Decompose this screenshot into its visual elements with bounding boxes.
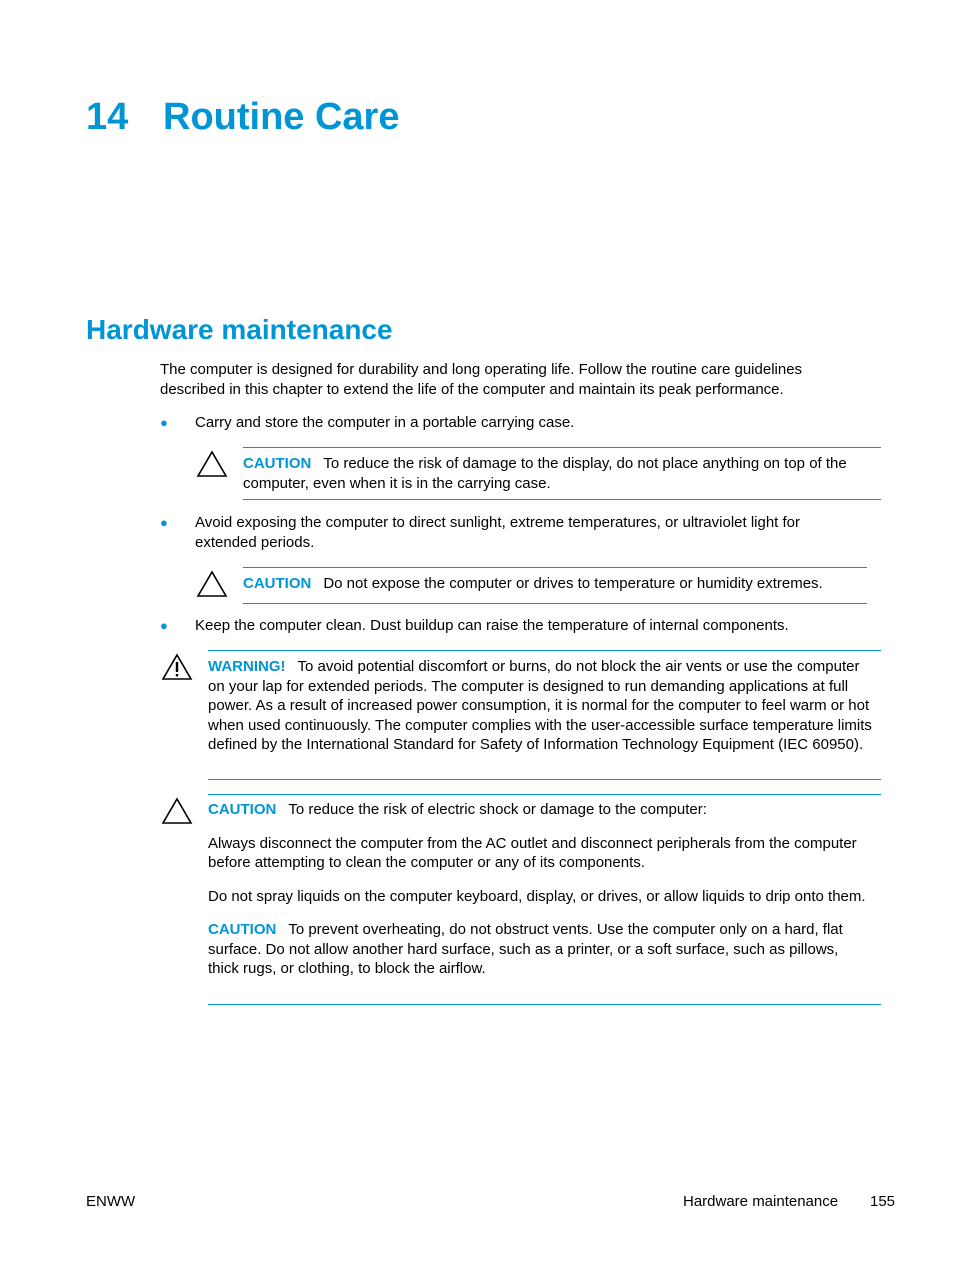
caution-note	[243, 567, 867, 604]
footer-section: Hardware maintenance	[683, 1193, 839, 1210]
page-number: 155	[870, 1193, 896, 1210]
list-item	[160, 513, 860, 553]
warning-note-body	[208, 651, 873, 755]
caution-note-body	[208, 795, 881, 820]
chapter-heading	[86, 94, 399, 140]
caution-text: To reduce the risk of damage to the display, do not place anything on top of the computer, even when it is in the carrying case.	[243, 455, 847, 492]
caution-label: CAUTION	[208, 921, 277, 938]
warning-text: To avoid potential discomfort or burns, do not block the air vents or use the computer on your lap for extended periods. The computer is designed to run demanding applications at full power. As a result of increased power consumption, it is normal for the computer to feel warm or hot when used continuously. The computer complies with the user-accessible surface temperature limits defined by the International Standard for Safety of Information Technology Equipment (IEC 60950).	[208, 658, 872, 753]
section-title: Hardware maintenance	[86, 314, 393, 345]
chapter-number: 14	[86, 96, 129, 138]
intro-paragraph: The computer is designed for durability and long operating life. Follow the routine care guidelines described in this chapter to extend the life of the computer and maintain its peak performance.	[160, 361, 803, 398]
list-item-text: Carry and store the computer in a portable carrying case.	[195, 414, 575, 431]
caution-label: CAUTION	[208, 801, 277, 818]
caution-note	[208, 794, 881, 1005]
caution-text: To reduce the risk of electric shock or damage to the computer:	[288, 801, 707, 818]
caution-text: To prevent overheating, do not obstruct vents. Use the computer only on a hard, flat surface. Do not allow another hard surface, such as a printer, or a soft surface, such as pillows, thick rugs, or clothing, to block the airflow.	[208, 921, 843, 977]
caution-paragraph: Do not spray liquids on the computer keyboard, display, or drives, or allow liquids to drip onto them.	[208, 887, 866, 905]
caution-label: CAUTION	[243, 455, 312, 472]
caution-note-body	[243, 448, 881, 493]
warning-triangle-icon	[161, 653, 193, 681]
caution-text: Do not expose the computer or drives to temperature or humidity extremes.	[323, 575, 823, 592]
caution-note-body	[243, 568, 867, 594]
caution-note	[243, 447, 881, 500]
bullet-dot: ●	[160, 515, 168, 530]
bullet-dot: ●	[160, 618, 168, 633]
list-item	[160, 413, 860, 433]
list-item-text: Avoid exposing the computer to direct sunlight, extreme temperatures, or ultraviolet light for extended periods.	[195, 514, 801, 551]
footer-left: ENWW	[86, 1193, 136, 1210]
list-item	[160, 616, 860, 636]
chapter-title: Routine Care	[163, 96, 400, 138]
list-item-text: Keep the computer clean. Dust buildup can raise the temperature of internal components.	[195, 617, 789, 634]
caution-triangle-icon	[196, 450, 228, 478]
caution-label: CAUTION	[243, 575, 312, 592]
caution-sub-note	[208, 920, 873, 979]
caution-paragraph: Always disconnect the computer from the AC outlet and disconnect peripherals from the computer before attempting to clean the computer or any of its components.	[208, 834, 857, 871]
caution-triangle-icon	[196, 570, 228, 598]
caution-triangle-icon	[161, 797, 193, 825]
warning-label: WARNING!	[208, 658, 286, 675]
bullet-dot: ●	[160, 415, 168, 430]
warning-note	[208, 650, 881, 780]
